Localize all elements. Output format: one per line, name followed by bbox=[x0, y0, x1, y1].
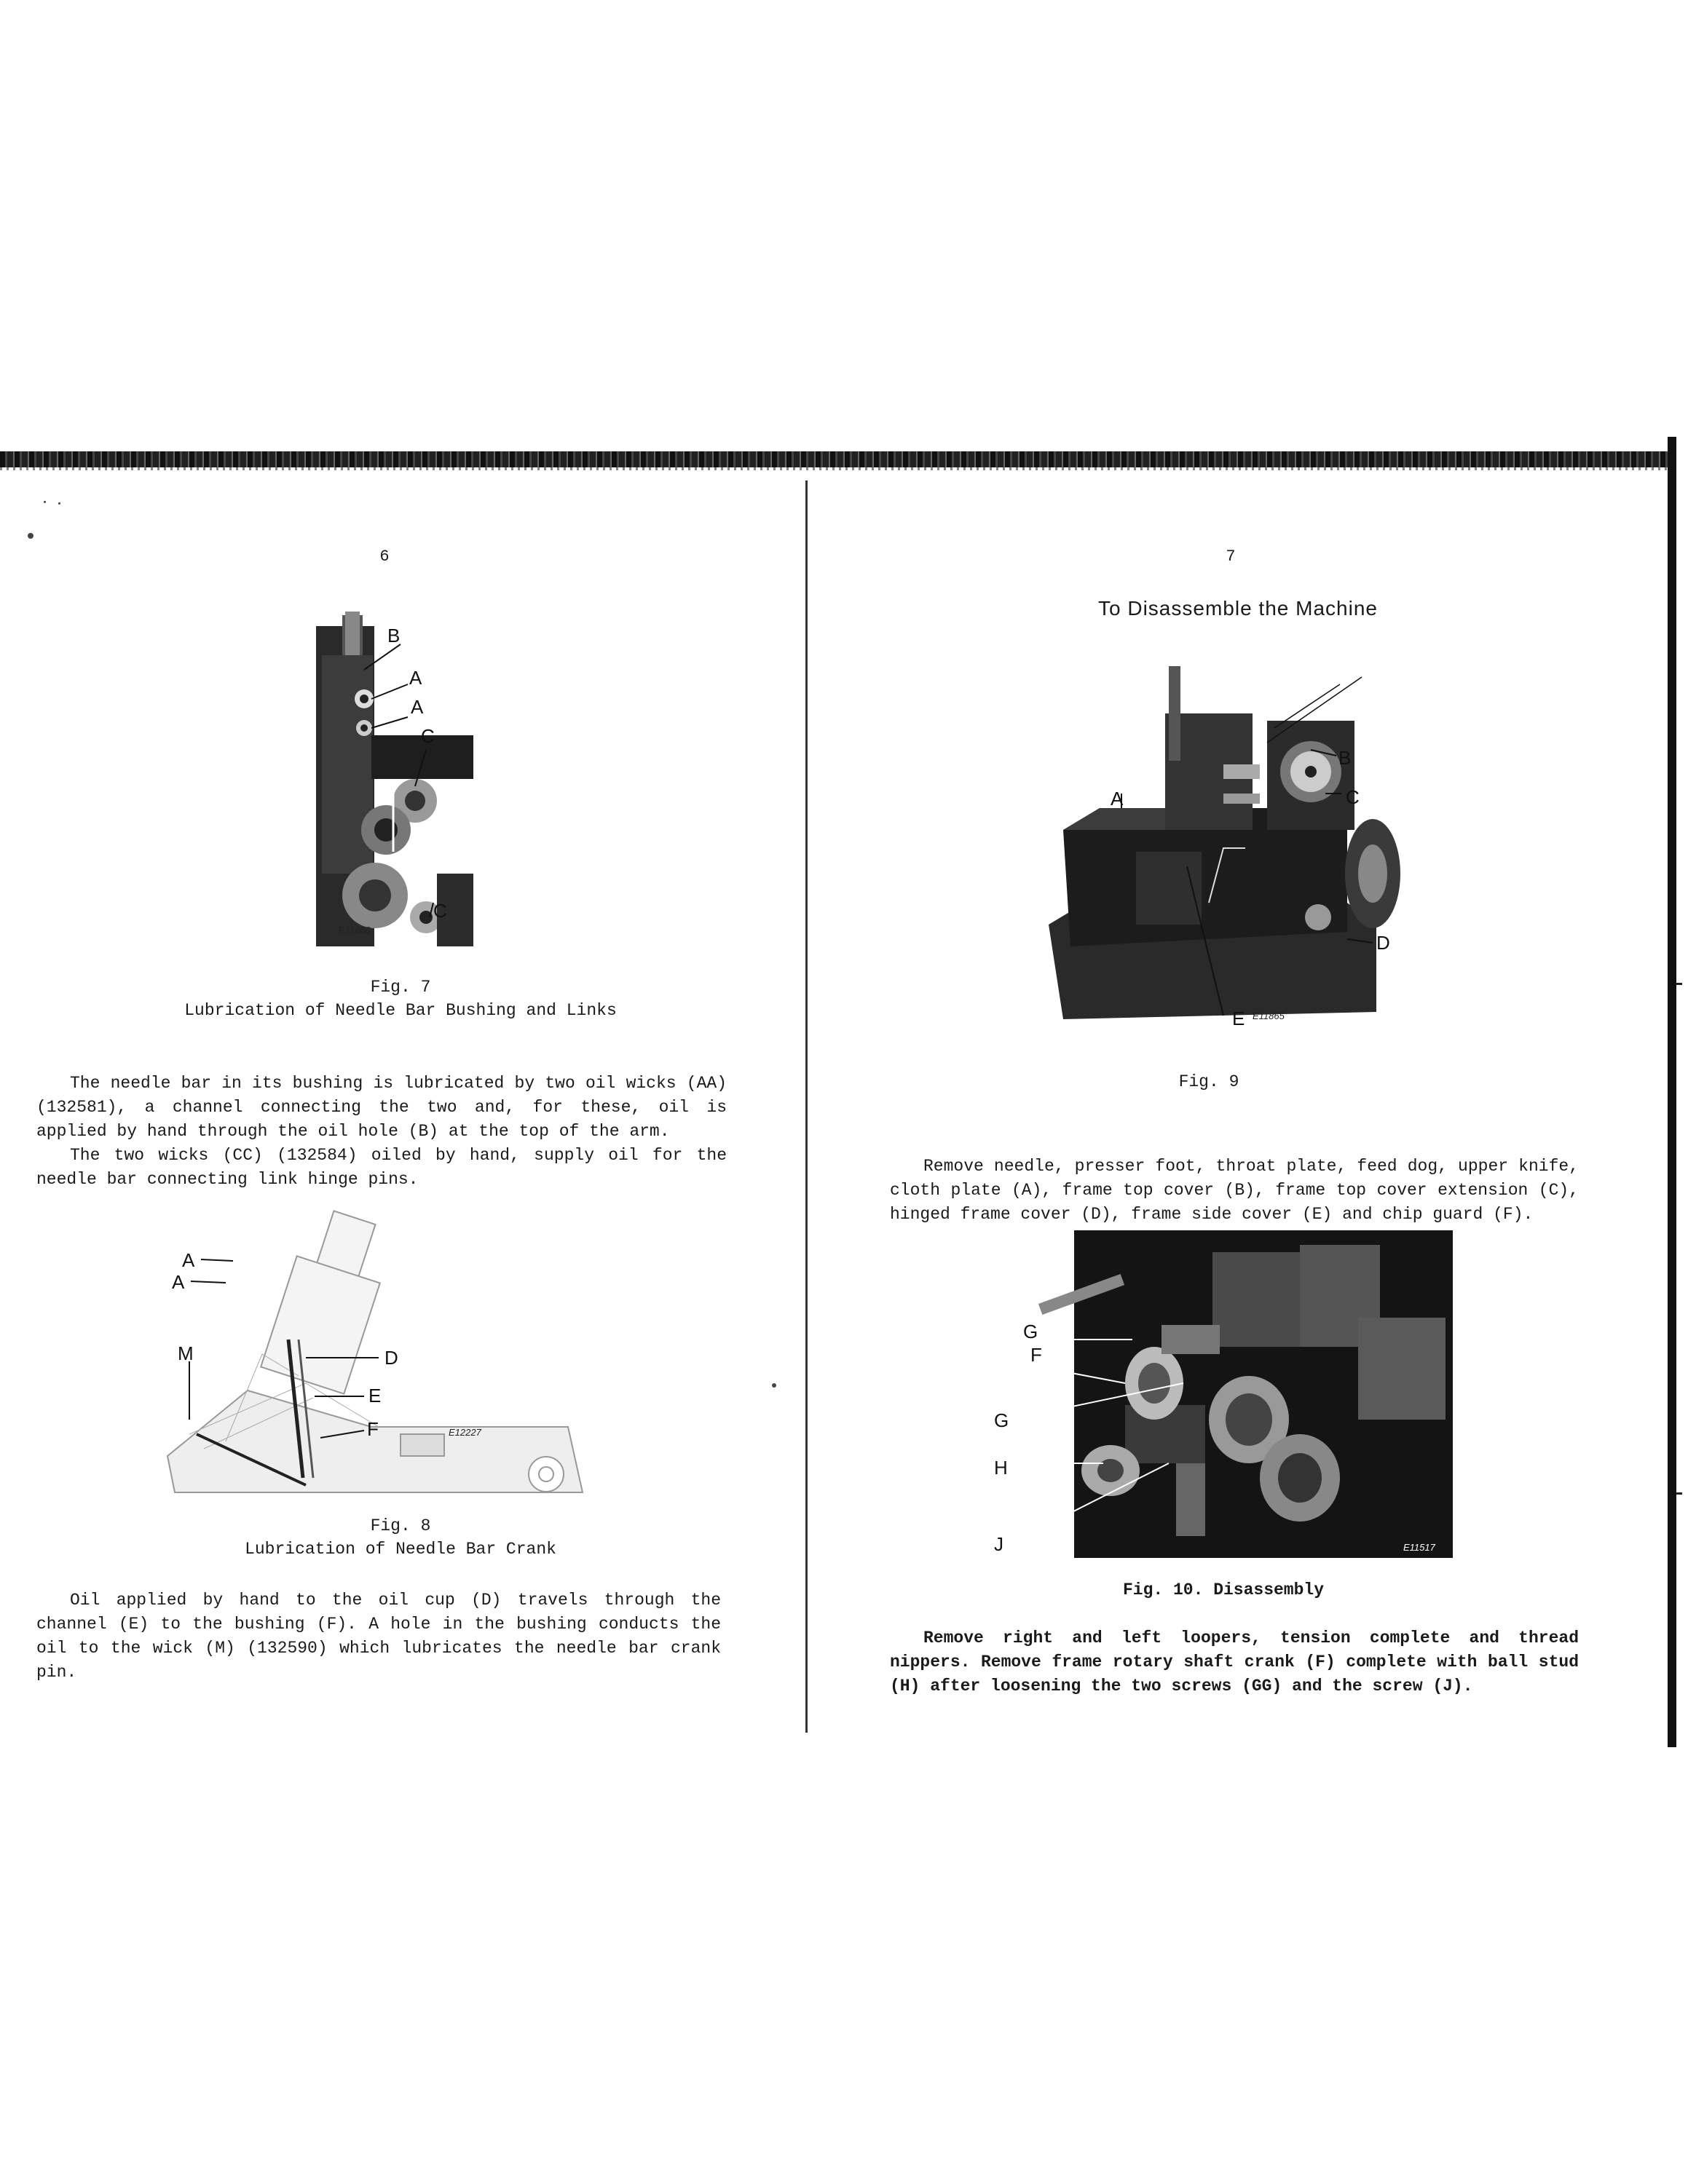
fig8-caption bbox=[167, 1514, 634, 1561]
edge-mark bbox=[1676, 983, 1682, 985]
scan-edge-noise bbox=[0, 467, 1668, 470]
fig8-label-f: F bbox=[367, 1418, 379, 1440]
fig9-caption: Fig. 9 bbox=[1178, 1072, 1239, 1091]
fig7-label-a: A bbox=[411, 696, 424, 718]
fig8-caption-number: Fig. 8 bbox=[370, 1516, 431, 1535]
fig7-label-c: C bbox=[433, 900, 447, 922]
right-paragraph-2 bbox=[890, 1626, 1579, 1698]
left-paragraph-1 bbox=[36, 1072, 727, 1192]
page-number-left: 6 bbox=[379, 547, 390, 566]
scan-edge-bar bbox=[0, 451, 1668, 467]
fig7-caption-number: Fig. 7 bbox=[370, 978, 431, 997]
paragraph: The two wicks (CC) (132584) oiled by hand, supply oil for the needle bar connecting link hinge pins. bbox=[36, 1146, 727, 1189]
page-gutter bbox=[805, 480, 808, 1733]
fig9-label-a: A bbox=[1111, 788, 1124, 810]
fig10-label-f: F bbox=[1030, 1344, 1042, 1366]
scan-speck bbox=[772, 1383, 776, 1388]
paragraph: Oil applied by hand to the oil cup (D) travels through the channel (E) to the bushing (F). A hole in the bushing conducts the oil to the wick (M) (132590) which lubricates the needle bar crank pin. bbox=[36, 1591, 721, 1682]
fig10-label-j: J bbox=[994, 1533, 1003, 1555]
fig8-label-e: E bbox=[368, 1385, 382, 1406]
section-title: To Disassemble the Machine bbox=[1098, 597, 1378, 620]
fig7-image bbox=[306, 612, 473, 946]
paragraph: The needle bar in its bushing is lubricated by two oil wicks (AA) (132581), a channel connecting the two and, for these, oil is applied by hand through the oil hole (B) at the top of the arm. bbox=[36, 1074, 727, 1141]
scan-speck bbox=[28, 533, 33, 539]
fig7-photo-id: E11860 bbox=[339, 925, 371, 935]
fig7-label-c: C bbox=[421, 725, 435, 747]
fig8-caption-text: Lubrication of Needle Bar Crank bbox=[245, 1540, 556, 1559]
fig7-caption bbox=[167, 976, 634, 1022]
fig8-label-d: D bbox=[384, 1347, 398, 1369]
fig8-label-a: A bbox=[182, 1249, 195, 1271]
fig7-label-a: A bbox=[409, 667, 422, 689]
left-paragraph-2 bbox=[36, 1588, 721, 1685]
right-paragraph-1 bbox=[890, 1155, 1579, 1227]
fig8-label-m: M bbox=[178, 1342, 194, 1364]
fig10-photo-id: E11517 bbox=[1403, 1542, 1435, 1553]
fig10-label-h: H bbox=[994, 1457, 1008, 1479]
paragraph: Remove needle, presser foot, throat plate, feed dog, upper knife, cloth plate (A), frame top cover (B), frame top cover extension (C), hinged frame cover (D), frame side cover (E) and chip guard (F). bbox=[890, 1157, 1579, 1224]
fig8-label-a: A bbox=[172, 1271, 185, 1293]
edge-mark bbox=[1676, 1492, 1682, 1495]
fig10-label-g: G bbox=[994, 1409, 1009, 1431]
fig8-image bbox=[160, 1208, 597, 1500]
scan-speck bbox=[44, 501, 46, 503]
fig9-label-b: B bbox=[1338, 747, 1352, 769]
fig10-caption: Fig. 10. Disassembly bbox=[1122, 1580, 1325, 1599]
fig8-photo-id: E12227 bbox=[449, 1427, 481, 1438]
fig9-image bbox=[1041, 662, 1420, 1026]
page-number-right: 7 bbox=[1226, 547, 1236, 566]
fig9-label-d: D bbox=[1376, 932, 1390, 954]
fig7-caption-text: Lubrication of Needle Bar Bushing and Links bbox=[184, 1001, 617, 1020]
fig10-label-g: G bbox=[1023, 1321, 1038, 1342]
fig9-label-e: E bbox=[1232, 1008, 1245, 1026]
page-edge-shadow bbox=[1668, 437, 1676, 1747]
fig10-image bbox=[994, 1230, 1453, 1558]
fig9-label-c: C bbox=[1346, 786, 1360, 808]
fig7-label-b: B bbox=[387, 625, 401, 646]
fig9-photo-id: E11865 bbox=[1253, 1010, 1285, 1021]
scan-speck bbox=[58, 502, 60, 505]
paragraph: Remove right and left loopers, tension complete and thread nippers. Remove frame rotary shaft crank (F) complete with ball stud (H) after loosening the two screws (GG) and the screw (J). bbox=[890, 1629, 1579, 1696]
